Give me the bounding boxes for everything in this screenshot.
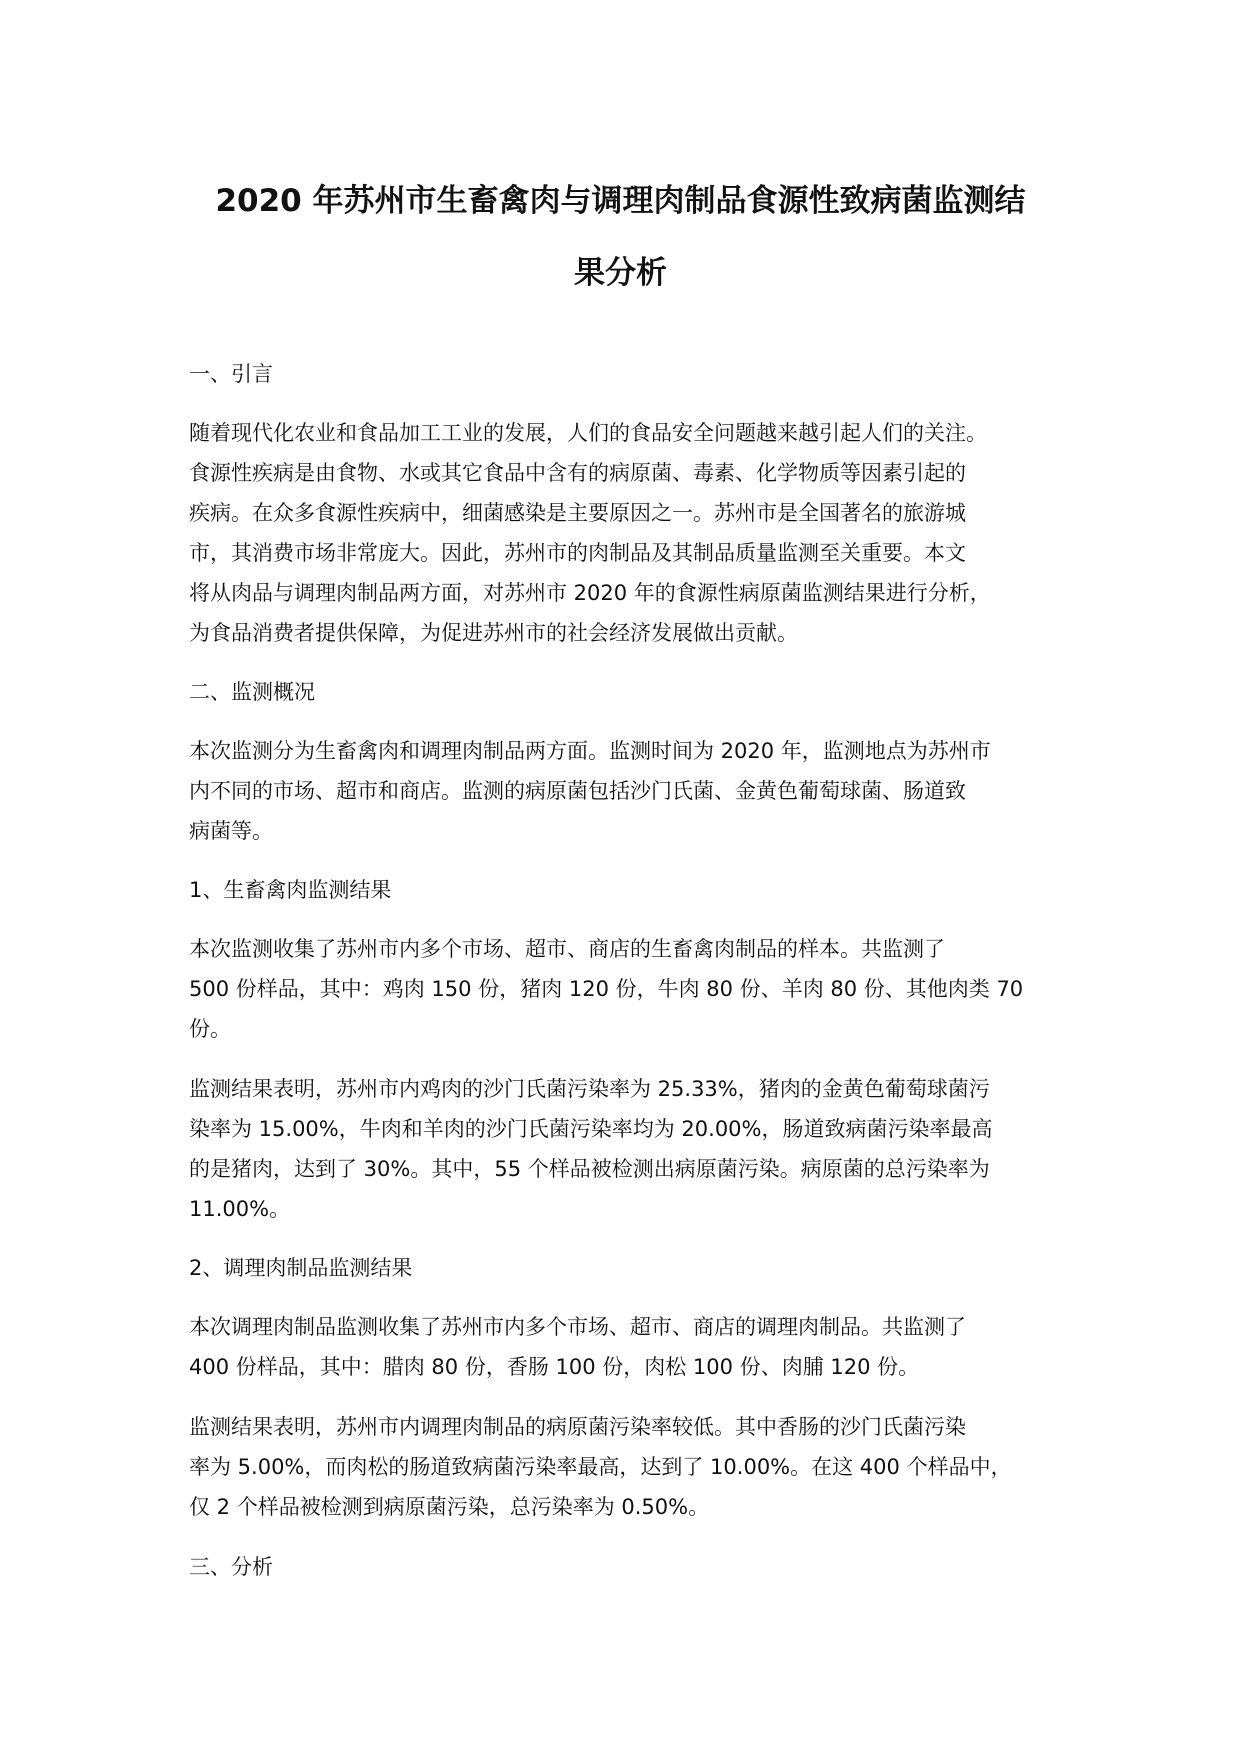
overview-paragraph bbox=[189, 731, 1079, 851]
prepared-meat-paragraph-2 bbox=[189, 1407, 1079, 1527]
raw-meat-paragraph-2 bbox=[189, 1069, 1079, 1229]
paragraph-line: 本次监测分为生畜禽肉和调理肉制品两方面。监测时间为 2020 年，监测地点为苏州市 bbox=[189, 739, 991, 763]
paragraph-line: 400 份样品，其中：腊肉 80 份，香肠 100 份，肉松 100 份、肉脯 120 份。 bbox=[189, 1355, 920, 1379]
paragraph-line: 为食品消费者提供保障，为促进苏州市的社会经济发展做出贡献。 bbox=[189, 621, 798, 645]
raw-meat-paragraph-1 bbox=[189, 929, 1079, 1049]
prepared-meat-paragraph-1 bbox=[189, 1307, 1079, 1387]
paragraph-line: 随着现代化农业和食品加工工业的发展，人们的食品安全问题越来越引起人们的关注。 bbox=[189, 421, 987, 445]
paragraph-line: 染率为 15.00%，牛肉和羊肉的沙门氏菌污染率均为 20.00%，肠道致病菌污染率最高 bbox=[189, 1117, 993, 1141]
paragraph-line: 病菌等。 bbox=[189, 819, 273, 843]
paragraph-line: 食源性疾病是由食物、水或其它食品中含有的病原菌、毒素、化学物质等因素引起的 bbox=[189, 461, 966, 485]
paragraph-line: 率为 5.00%，而肉松的肠道致病菌污染率最高，达到了 10.00%。在这 400 个样品中， bbox=[189, 1455, 1012, 1479]
section-heading-intro: 一、引言 bbox=[189, 362, 273, 386]
paragraph-line: 内不同的市场、超市和商店。监测的病原菌包括沙门氏菌、金黄色葡萄球菌、肠道致 bbox=[189, 779, 966, 803]
document-title-line-1: 2020 年苏州市生畜禽肉与调理肉制品食源性致病菌监测结 bbox=[215, 183, 1026, 219]
paragraph-line: 500 份样品，其中：鸡肉 150 份，猪肉 120 份，牛肉 80 份、羊肉 80 份、其他肉类 70 bbox=[189, 977, 1024, 1001]
paragraph-line: 疾病。在众多食源性疾病中，细菌感染是主要原因之一。苏州市是全国著名的旅游城 bbox=[189, 501, 966, 525]
paragraph-line: 份。 bbox=[189, 1017, 231, 1041]
document-title-line-2: 果分析 bbox=[574, 255, 667, 291]
subsection-heading-raw-meat: 1、生畜禽肉监测结果 bbox=[189, 878, 392, 902]
paragraph-line: 本次调理肉制品监测收集了苏州市内多个市场、超市、商店的调理肉制品。共监测了 bbox=[189, 1315, 966, 1339]
paragraph-line: 监测结果表明，苏州市内鸡肉的沙门氏菌污染率为 25.33%，猪肉的金黄色葡萄球菌污 bbox=[189, 1077, 990, 1101]
paragraph-line: 11.00%。 bbox=[189, 1197, 291, 1221]
subsection-heading-prepared-meat: 2、调理肉制品监测结果 bbox=[189, 1256, 413, 1280]
intro-paragraph bbox=[189, 413, 1079, 653]
paragraph-line: 本次监测收集了苏州市内多个市场、超市、商店的生畜禽肉制品的样本。共监测了 bbox=[189, 937, 945, 961]
section-heading-analysis: 三、分析 bbox=[189, 1555, 273, 1579]
paragraph-line: 将从肉品与调理肉制品两方面，对苏州市 2020 年的食源性病原菌监测结果进行分析， bbox=[189, 581, 991, 605]
paragraph-line: 的是猪肉，达到了 30%。其中，55 个样品被检测出病原菌污染。病原菌的总污染率为 bbox=[189, 1157, 990, 1181]
section-heading-overview: 二、监测概况 bbox=[189, 680, 315, 704]
paragraph-line: 市，其消费市场非常庞大。因此，苏州市的肉制品及其制品质量监测至关重要。本文 bbox=[189, 541, 966, 565]
paragraph-line: 监测结果表明，苏州市内调理肉制品的病原菌污染率较低。其中香肠的沙门氏菌污染 bbox=[189, 1415, 966, 1439]
paragraph-line: 仅 2 个样品被检测到病原菌污染，总污染率为 0.50%。 bbox=[189, 1495, 710, 1519]
